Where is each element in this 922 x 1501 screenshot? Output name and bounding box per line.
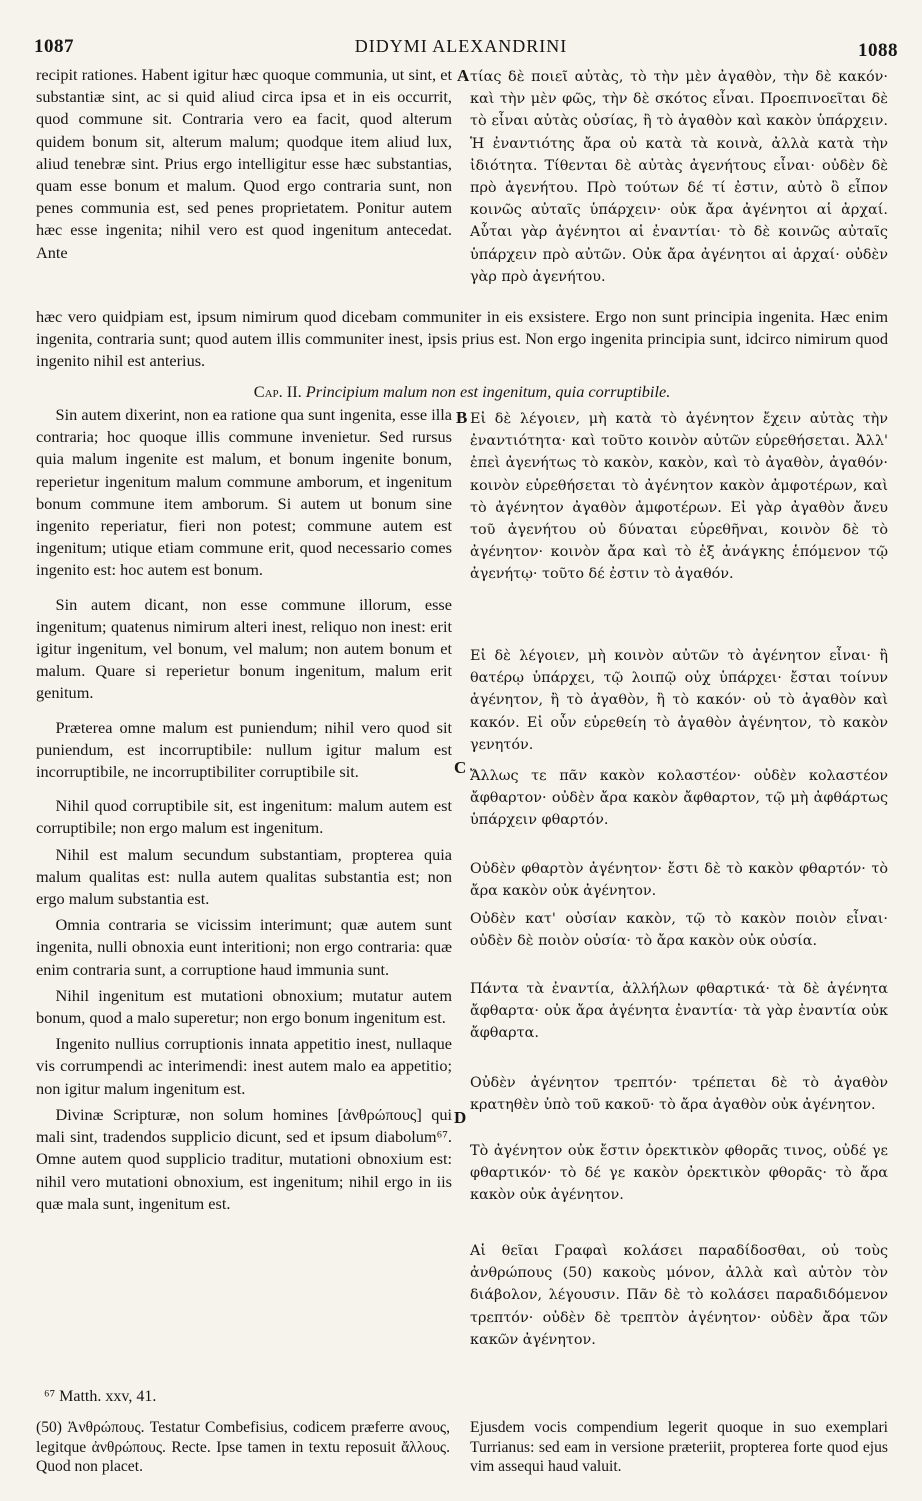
latin-paragraph: Præterea omne malum est puniendum; nihil vero quod sit puniendum, est incorruptibile: nullum igitur malum est incorruptibile, ne incorruptibiliter corruptibile sit.: [36, 717, 452, 782]
latin-paragraph: Sin autem dicant, non esse commune illorum, esse ingenitum; quatenus nimirum alteri inest, reliquo non inest: erit igitur ingenitum, vel bonum, vel malum; non autem bonum et malum. Quare si reperietur bonum ingenitum, malum erit genitum.: [36, 594, 452, 703]
latin-paragraph: Ingenito nullius corruptionis innata appetitio inest, nullaque vis corrumpendi ac interimendi: inest autem malo ea appetitio; non igitur malum ingenitum est.: [36, 1034, 452, 1098]
latin-paragraph: Nihil ingenitum est mutationi obnoxium; mutatur autem bonum, quod a malo superetur; non ergo bonum ingenitum est.: [36, 985, 452, 1028]
latin-full-width-text: hæc vero quidpiam est, ipsum nimirum quod dicebam communiter in eis exsistere. Ergo non sunt principia ingenita. Hæc enim ingenita, contraria sunt; quod autem illis communiter inest, ipsis prius est. Non ergo ingenita principia sunt, idcirco nimirum quod ingenito nihil est anterius.: [36, 307, 888, 371]
bottom-note-left: (50) Ἀνθρώπους. Testatur Combefisius, codicem præferre ανους, legitque ἀνθρώπους. Recte. Ipse tamen in textu reposuit ἄλλους. Quod non placet.: [36, 1419, 450, 1475]
greek-paragraph: Ἄλλως τε πᾶν κακὸν κολαστέον· οὐδὲν κολαστέον ἄφθαρτον· οὐδὲν ἄρα κακὸν ἄφθαρτον, τῷ μὴ ἀφθάρτως ὑπάρχειν φθαρτόν.: [470, 768, 888, 829]
latin-paragraph: Divinæ Scripturæ, non solum homines [ἀνθρώπους] qui mali sint, tradendos supplicio dicunt, sed et ipsum diabolum⁶⁷. Omne autem quod supplicio traditur, mutationi obnoxium est: nihil vero mutationi obnoxium, est ingenitum; nihil ergo in iis quæ mala sunt, ingenitum est.: [36, 1104, 452, 1213]
latin-body-column: [36, 404, 452, 1219]
page-number-right: 1088: [858, 40, 898, 61]
margin-marker-c: C: [454, 758, 467, 777]
greek-paragraph: Εἰ δὲ λέγοιεν, μὴ κατὰ τὸ ἀγένητον ἔχειν αὐτὰς τὴν ἐναντιότητα· καὶ τοῦτο κοινὸν αὐτῶν εὑρεθήσεται. Ἀλλ' ἐπεὶ ἀγενήτως τὸ κακὸν, κακὸν, καὶ τὸ ἀγαθὸν, ἀγαθόν· κοινὸν εὑρεθήσεται τὸ ἀγένητον κακὸν ἀμφοτέρων, καὶ τὸ ἀγένητον ἀγαθὸν ἀμφοτέρων. Εἰ γὰρ ἀγαθὸν ἄνευ τοῦ ἀγενήτου οὐ δύναται εὑρεθῆναι, κοινὸν δὲ τὸ ἀγένητον· κοινὸν ἄρα καὶ τὸ ἐξ ἀνάγκης ἑπόμενον τῷ ἀγενήτῳ· τοῦτο δέ ἐστιν τὸ ἀγαθόν.: [470, 411, 888, 583]
greek-paragraph: Αἱ θεῖαι Γραφαὶ κολάσει παραδίδοσθαι, οὐ τοὺς ἀνθρώπους (50) κακοὺς μόνον, ἀλλὰ καὶ αὐτὸν τὸν διάβολον, λέγουσιν. Πᾶν δὲ τὸ κολάσει παραδιδόμενον τρεπτόν· οὐδὲν δὲ τρεπτὸν ἀγένητον· οὐδὲν ἄρα τῶν κακῶν ἀγένητον.: [470, 1243, 888, 1348]
page-number-left: 1087: [34, 36, 74, 57]
greek-paragraph: Εἰ δὲ λέγοιεν, μὴ κοινὸν αὐτῶν τὸ ἀγένητον εἶναι· ἢ θατέρῳ ὑπάρχει, τῷ λοιπῷ οὐχ ὑπάρχει· ἔσται τοίνυν ἀγένητον, ἢ τὸ ἀγαθὸν, ἢ τὸ κακόν· οὐ τὸ ἀγαθὸν καὶ κακόν. Εἰ οὖν εὑρεθείη τὸ ἀγαθὸν ἀγένητον, τὸ κακὸν γενητόν.: [470, 648, 888, 753]
greek-paragraph: Τὸ ἀγένητον οὐκ ἔστιν ὀρεκτικὸν φθορᾶς τινος, οὐδέ γε φθαρτικόν· τὸ δέ γε κακὸν ὀρεκτικὸν φθορᾶς· τὸ ἄρα κακὸν οὐκ ἀγένητον.: [470, 1143, 888, 1204]
chapter-label: Cap. II.: [253, 382, 302, 401]
latin-paragraph: Omnia contraria se vicissim interimunt; quæ autem sunt ingenita, nulli obnoxia eunt interitioni; non ergo contraria: quæ enim contraria sunt, a corruptione haud immunia sunt.: [36, 915, 452, 979]
running-title: DIDYMI ALEXANDRINI: [354, 36, 568, 56]
margin-marker-a: A: [457, 66, 470, 85]
latin-paragraph: Sin autem dixerint, non ea ratione qua sunt ingenita, esse illa contraria; hoc quoque illis commune invenietur. Sed rursus quia malum ingenite est malum, et bonum ingenite bonum, reperietur ingenitum malum commune amborum, et ingenitum bonum commune item amborum. Si autem ut bonum sine ingenito reperiatur, fieri non potest; commune autem est ingenitum; utique etiam commune erit, quod necessario comes ingenito est: hoc autem est bonum.: [36, 405, 452, 580]
latin-paragraph: Nihil est malum secundum substantiam, propterea quia malum qualitas est: nulla autem qualitas substantia est; non ergo malum substantia est.: [36, 844, 452, 909]
latin-top-text: recipit rationes. Habent igitur hæc quoque communia, ut sint, et substantiæ sint, ac si quid aliud circa ipsa et in eis occurrit, quod commune sit. Contraria vero ea facit, quod alterum quidem bonum sit, alterum malum; quodque item aliud lux, aliud tenebræ sint. Prius ergo intelligitur esse hæc substantias, quam esse bonum et malum. Quod ergo contraria sunt, non penes communia est, sed penes proprietatem. Ponitur autem hæc esse ingenita; nihil vero est quod ingenitum antecedat. Ante: [36, 65, 452, 262]
chapter-title: Principium malum non est ingenitum, quia corruptibile.: [305, 382, 671, 401]
chapter-heading: [36, 382, 888, 402]
greek-paragraph: Πάντα τὰ ἐναντία, ἀλλήλων φθαρτικά· τὰ δὲ ἀγένητα ἄφθαρτα· οὐκ ἄρα ἀγένητα ἐναντία· τὰ γὰρ ἐναντία οὐκ ἄφθαρτα.: [470, 981, 888, 1042]
greek-top-text: τίας δὲ ποιεῖ αὐτὰς, τὸ τὴν μὲν ἀγαθὸν, τὴν δὲ κακόν· καὶ τὴν μὲν φῶς, τὴν δὲ σκότος εἶναι. Προεπινοεῖται δὲ τὸ εἶναι αὐτὰς οὐσίας, ἢ τὸ ἀγαθὸν καὶ κακὸν ὑπάρχειν. Ἡ ἐναντιότης ἄρα οὐ κατὰ τὰ κοινὰ, ἀλλὰ κατὰ τὴν ἰδιότητα. Τίθενται δὲ αὐτὰς ἀγενήτους εἶναι· οὐδὲν δὲ πρὸ ἀγενήτου. Πρὸ τούτων δέ τί ἐστιν, αὐτὸ ὃ εἶπον κοινῶς αὐταῖς ὑπάρχειν· οὐκ ἄρα ἀγένητοι αἱ ἀρχαί. Αὗται γὰρ ἀγένητοι αἱ ἐναντίαι· τὸ δὲ κοινῶς αὐταῖς ὑπάρχειν πρὸ αὐτῶν. Οὐκ ἄρα ἀγένητοι αἱ ἀρχαί· οὐδὲν γὰρ πρὸ ἀγενήτου.: [470, 69, 888, 285]
greek-paragraph: Οὐδὲν ἀγένητον τρεπτόν· τρέπεται δὲ τὸ ἀγαθὸν κρατηθὲν ὑπὸ τοῦ κακοῦ· τὸ ἄρα ἀγαθὸν οὐκ ἀγένητον.: [470, 1075, 888, 1114]
latin-paragraph: Nihil quod corruptibile sit, est ingenitum: malum autem est corruptibile; non ergo malum est ingenitum.: [36, 796, 452, 838]
margin-marker-b: B: [456, 408, 468, 427]
greek-paragraph: Οὐδὲν κατ' οὐσίαν κακὸν, τῷ τὸ κακὸν ποιὸν εἶναι· οὐδὲν δὲ ποιὸν οὐσία· τὸ ἄρα κακὸν οὐκ οὐσία.: [470, 911, 888, 950]
bottom-note-right: Ejusdem vocis compendium legerit quoque in suo exemplari Turrianus: sed eam in versione præteriit, propterea forte quod ejus vim assequi haud valuit.: [470, 1419, 888, 1475]
margin-marker-d: D: [454, 1108, 467, 1127]
greek-paragraph: Οὐδὲν φθαρτὸν ἀγένητον· ἔστι δὲ τὸ κακὸν φθαρτόν· τὸ ἄρα κακὸν οὐκ ἀγένητον.: [470, 861, 888, 900]
footnote: ⁶⁷ Matth. xxv, 41.: [44, 1388, 157, 1405]
